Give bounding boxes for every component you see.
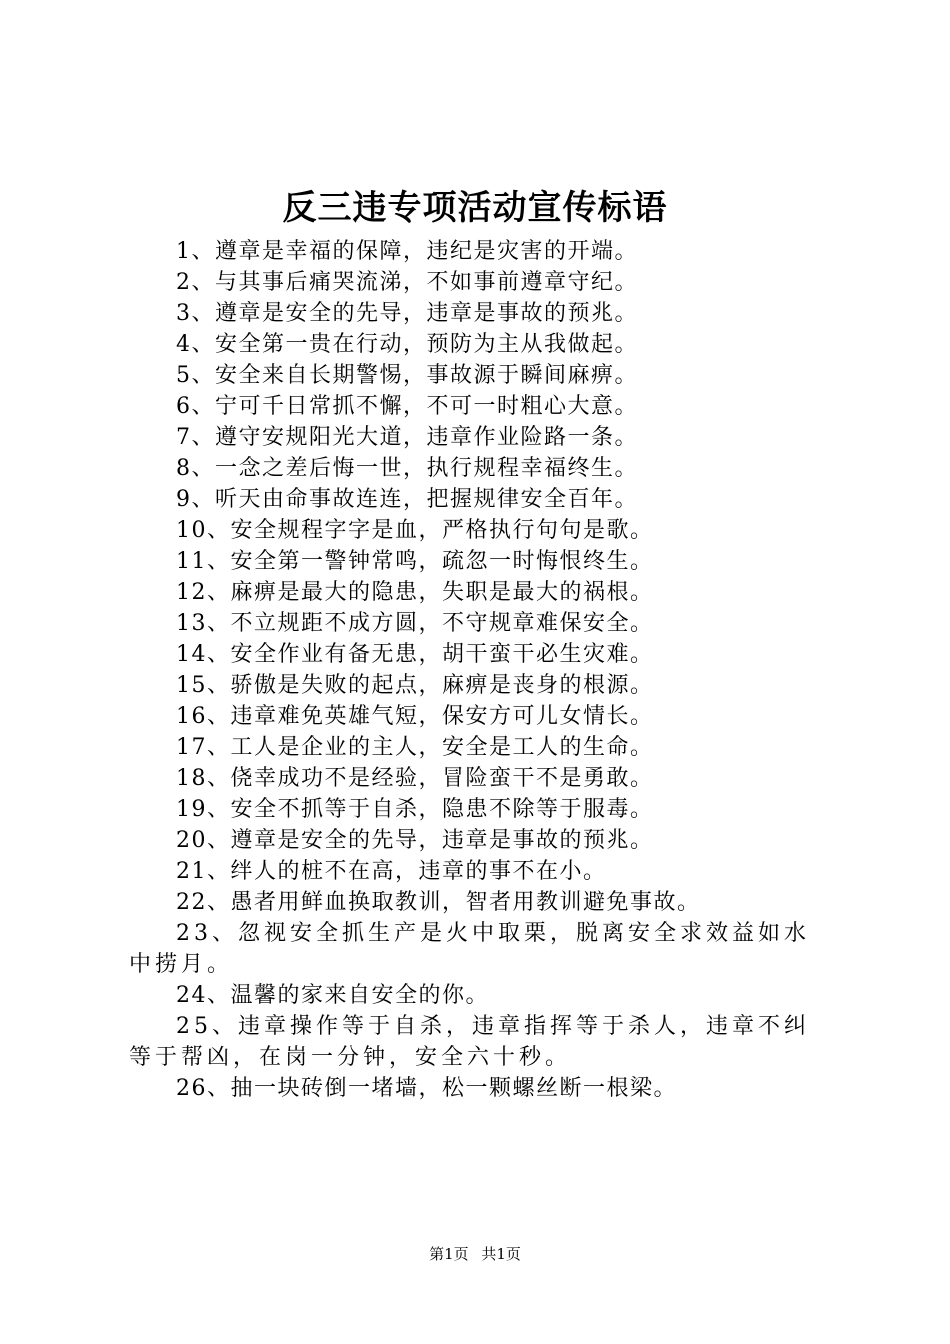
slogan-item: 12、麻痹是最大的隐患，失职是最大的祸根。 — [176, 580, 654, 605]
slogan-item: 13、不立规距不成方圆，不守规章难保安全。 — [176, 611, 654, 636]
page-number: 第1页 — [429, 1245, 469, 1263]
slogan-item: 21、绊人的桩不在高，违章的事不在小。 — [176, 859, 607, 884]
slogan-item: 24、温馨的家来自安全的你。 — [176, 983, 489, 1008]
page-title: 反三违专项活动宣传标语 — [282, 188, 668, 228]
slogan-item: 17、工人是企业的主人，安全是工人的生命。 — [176, 735, 654, 760]
slogan-item: 19、安全不抓等于自杀，隐患不除等于服毒。 — [176, 797, 654, 822]
slogan-item: 18、侥幸成功不是经验，冒险蛮干不是勇敢。 — [176, 766, 654, 791]
slogan-item: 11、安全第一警钟常鸣，疏忽一时悔恨终生。 — [176, 549, 654, 574]
slogan-item: 22、愚者用鲜血换取教训，智者用教训避免事故。 — [176, 890, 701, 915]
slogan-item: 9、听天由命事故连连，把握规律安全百年。 — [176, 487, 638, 512]
slogan-item: 25、违章操作等于自杀，违章指挥等于杀人，违章不纠等于帮凶，在岗一分钟，安全六十秒。 — [129, 1014, 810, 1070]
page-total: 共1页 — [481, 1245, 521, 1263]
slogan-item: 5、安全来自长期警惕，事故源于瞬间麻痹。 — [176, 363, 638, 388]
slogan-item: 23、忽视安全抓生产是火中取栗，脱离安全求效益如水中捞月。 — [129, 921, 810, 977]
slogan-item: 16、违章难免英雄气短，保安方可儿女情长。 — [176, 704, 654, 729]
slogan-item: 20、遵章是安全的先导，违章是事故的预兆。 — [176, 828, 654, 853]
slogan-item: 1、遵章是幸福的保障，违纪是灾害的开端。 — [176, 239, 638, 264]
slogan-item: 8、一念之差后悔一世，执行规程幸福终生。 — [176, 456, 638, 481]
slogan-item: 6、宁可千日常抓不懈，不可一时粗心大意。 — [176, 394, 638, 419]
slogan-item: 14、安全作业有备无患，胡干蛮干必生灾难。 — [176, 642, 654, 667]
slogan-list — [129, 236, 834, 1104]
page-footer — [0, 1244, 950, 1264]
slogan-item: 26、抽一块砖倒一堵墙，松一颗螺丝断一根梁。 — [176, 1076, 677, 1101]
slogan-item: 3、遵章是安全的先导，违章是事故的预兆。 — [176, 301, 638, 326]
slogan-item: 4、安全第一贵在行动，预防为主从我做起。 — [176, 332, 638, 357]
slogan-item: 10、安全规程字字是血，严格执行句句是歌。 — [176, 518, 654, 543]
slogan-item: 7、遵守安规阳光大道，违章作业险路一条。 — [176, 425, 638, 450]
slogan-item: 2、与其事后痛哭流涕，不如事前遵章守纪。 — [176, 270, 638, 295]
slogan-item: 15、骄傲是失败的起点，麻痹是丧身的根源。 — [176, 673, 654, 698]
